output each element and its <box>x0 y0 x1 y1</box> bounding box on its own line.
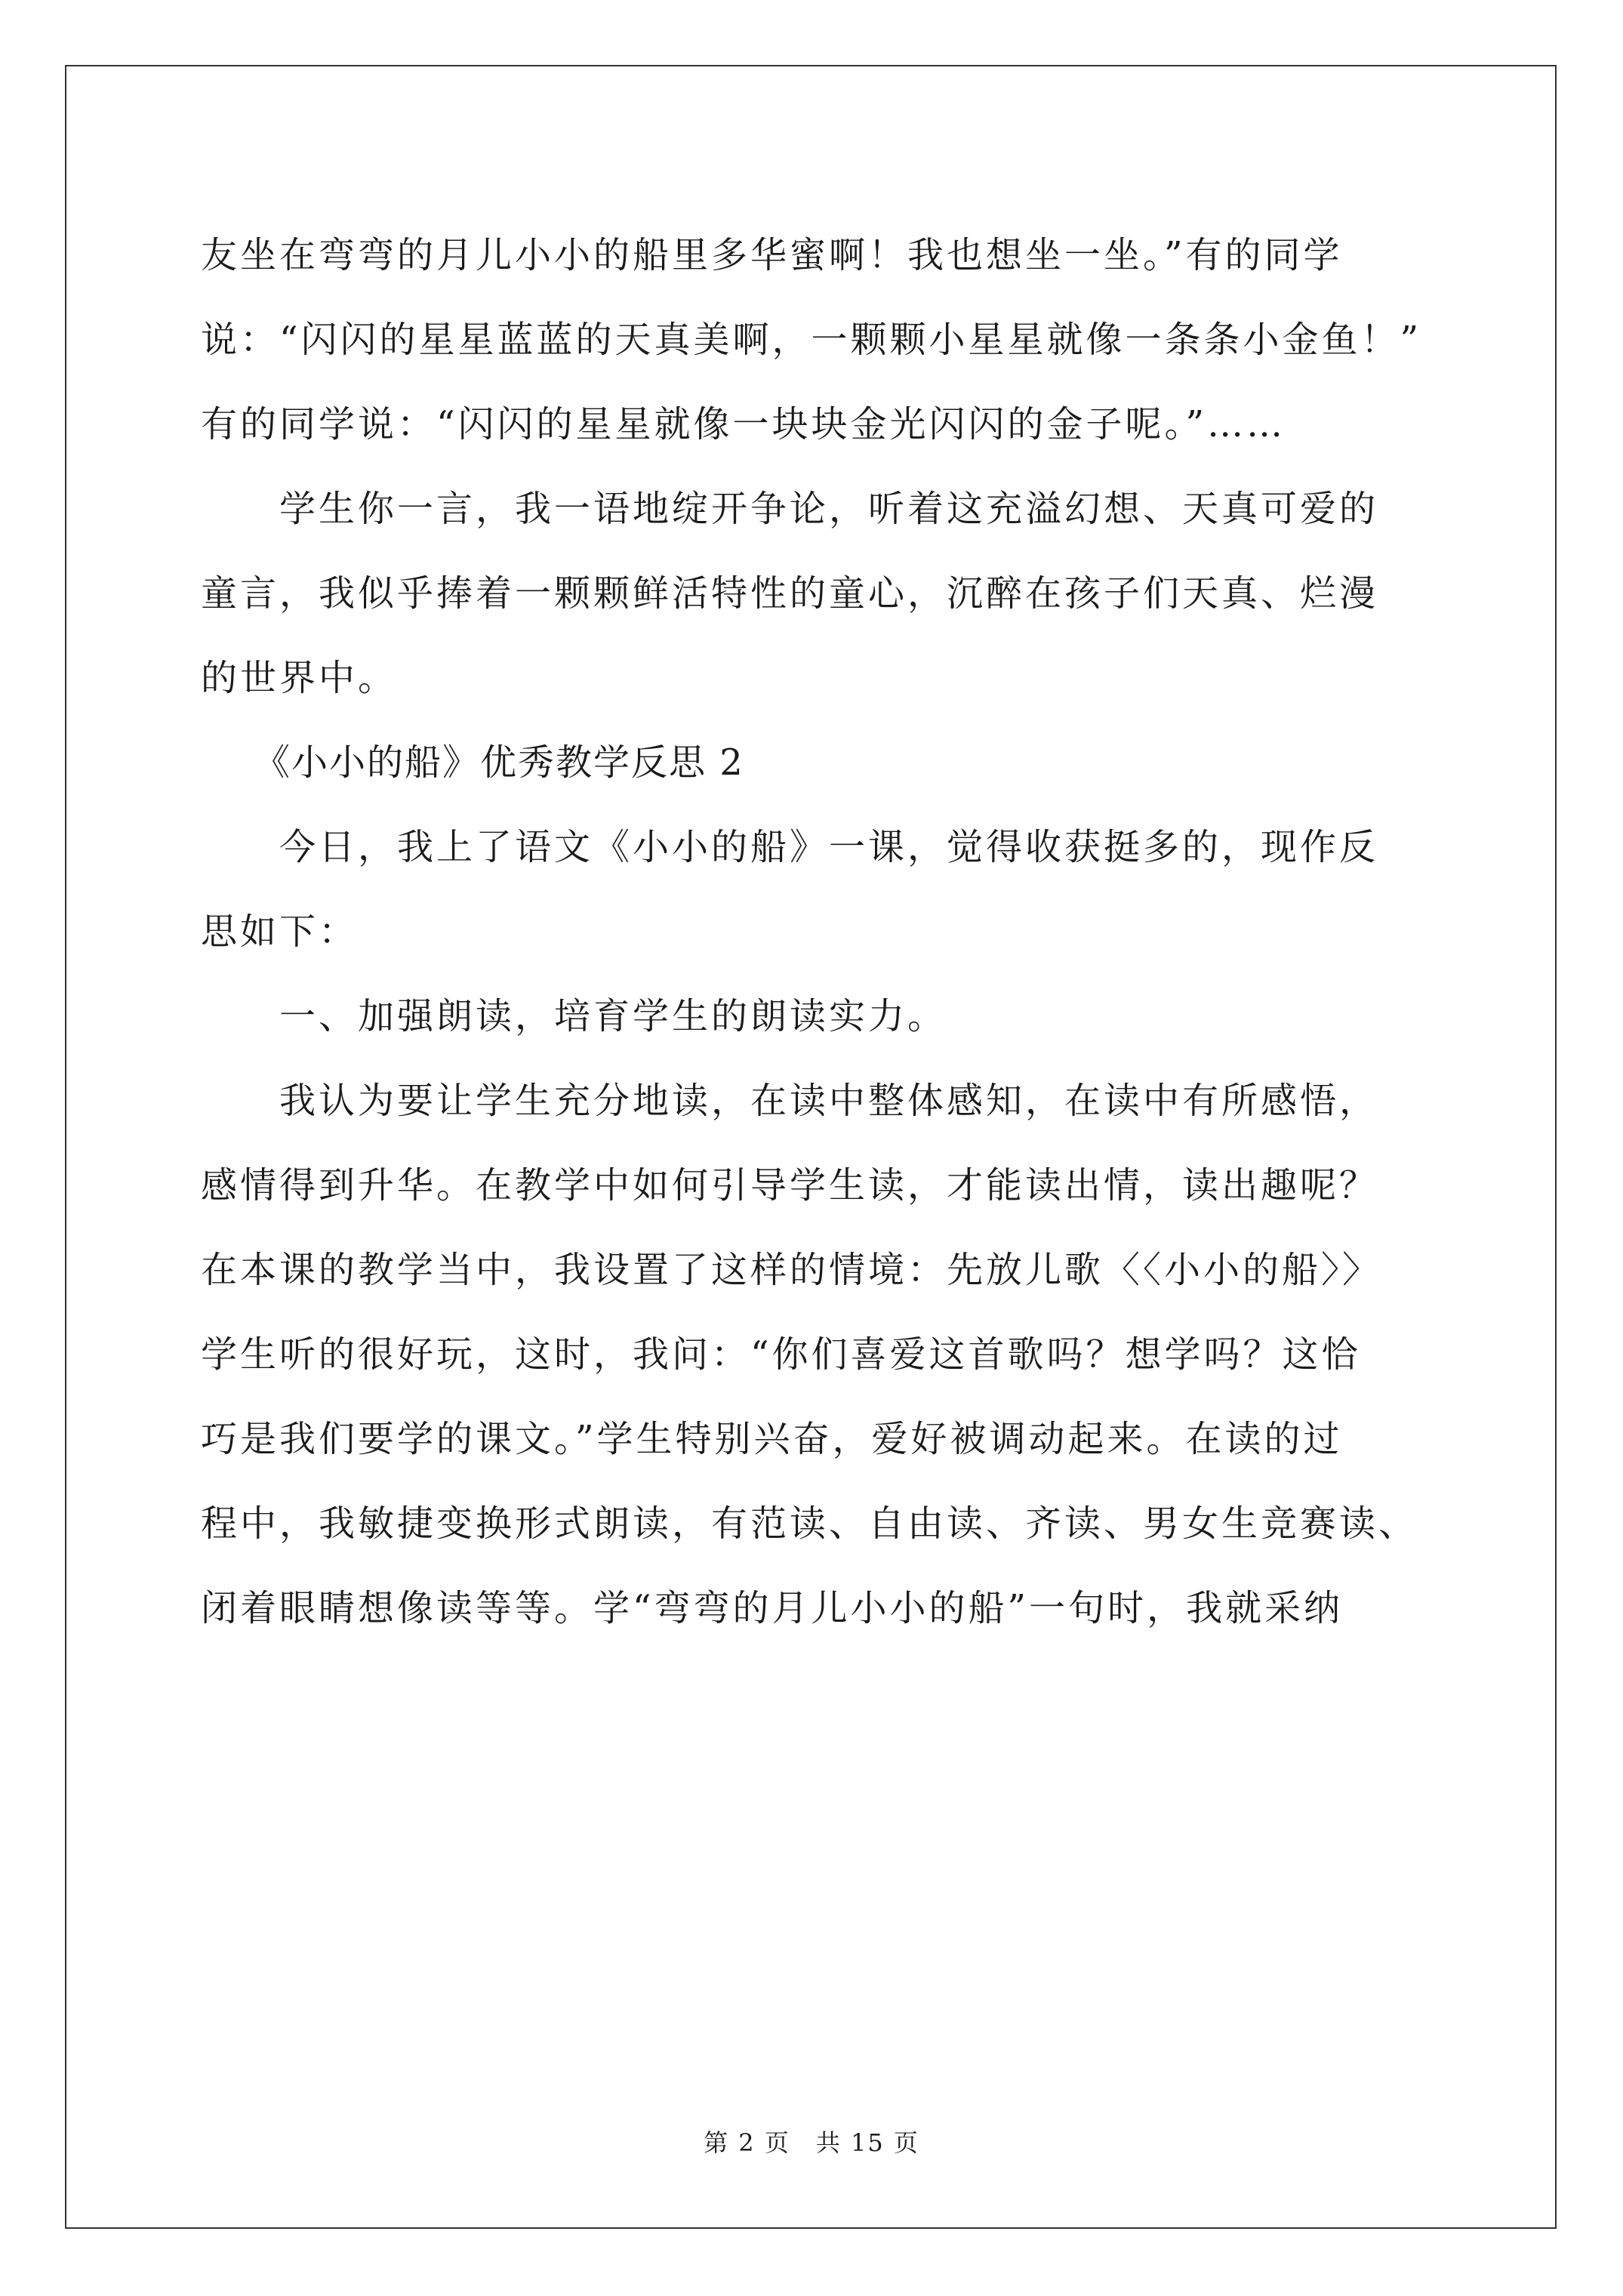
text-line: 感情得到升华。在教学中如何引导学生读，才能读出情，读出趣呢？ <box>201 1164 1379 1207</box>
text-line: 程中，我敏捷变换形式朗读，有范读、自由读、齐读、男女生竞赛读、 <box>201 1502 1418 1545</box>
section-title <box>201 720 1439 805</box>
text-line: 友坐在弯弯的月儿小小的船里多华蜜啊！我也想坐一坐。”有的同学 <box>201 234 1343 276</box>
text-line: 的世界中。 <box>201 657 398 699</box>
text-line: 我认为要让学生充分地读，在读中整体感知，在读中有所感悟， <box>279 1080 1379 1122</box>
text-line: 在本课的教学当中，我设置了这样的情境：先放儿歌〈〈小小的船〉〉 <box>201 1249 1382 1291</box>
text-line: 说：“闪闪的星星蓝蓝的天真美啊，一颗颗小星星就像一条条小金鱼！” <box>201 319 1422 361</box>
document-body <box>201 213 1439 1650</box>
paragraph <box>201 805 1439 974</box>
paragraph <box>201 974 1439 1059</box>
paragraph <box>201 213 1439 467</box>
text-line: 今日，我上了语文《小小的船》一课，觉得收获挺多的，现作反 <box>279 826 1379 868</box>
text-line: 《小小的船》优秀教学反思 2 <box>254 741 744 784</box>
text-line: 有的同学说：“闪闪的星星就像一块块金光闪闪的金子呢。”…… <box>201 403 1286 445</box>
text-line: 闭着眼睛想像读等等。学“弯弯的月儿小小的船”一句时，我就采纳 <box>201 1587 1344 1629</box>
text-line: 学生你一言，我一语地绽开争论，听着这充溢幻想、天真可爱的 <box>279 488 1379 530</box>
text-line: 巧是我们要学的课文。”学生特别兴奋，爱好被调动起来。在读的过 <box>201 1418 1343 1460</box>
text-line: 思如下： <box>201 911 359 953</box>
page-footer: 第 2 页 共 15 页 <box>704 2128 919 2157</box>
text-line: 学生听的很好玩，这时，我问：“你们喜爱这首歌吗？想学吗？这恰 <box>201 1333 1361 1376</box>
paragraph <box>201 467 1439 720</box>
paragraph <box>201 1059 1439 1650</box>
text-line: 童言，我似乎捧着一颗颗鲜活特性的童心，沉醉在孩子们天真、烂漫 <box>201 572 1379 615</box>
text-line: 一、加强朗读，培育学生的朗读实力。 <box>279 995 947 1037</box>
